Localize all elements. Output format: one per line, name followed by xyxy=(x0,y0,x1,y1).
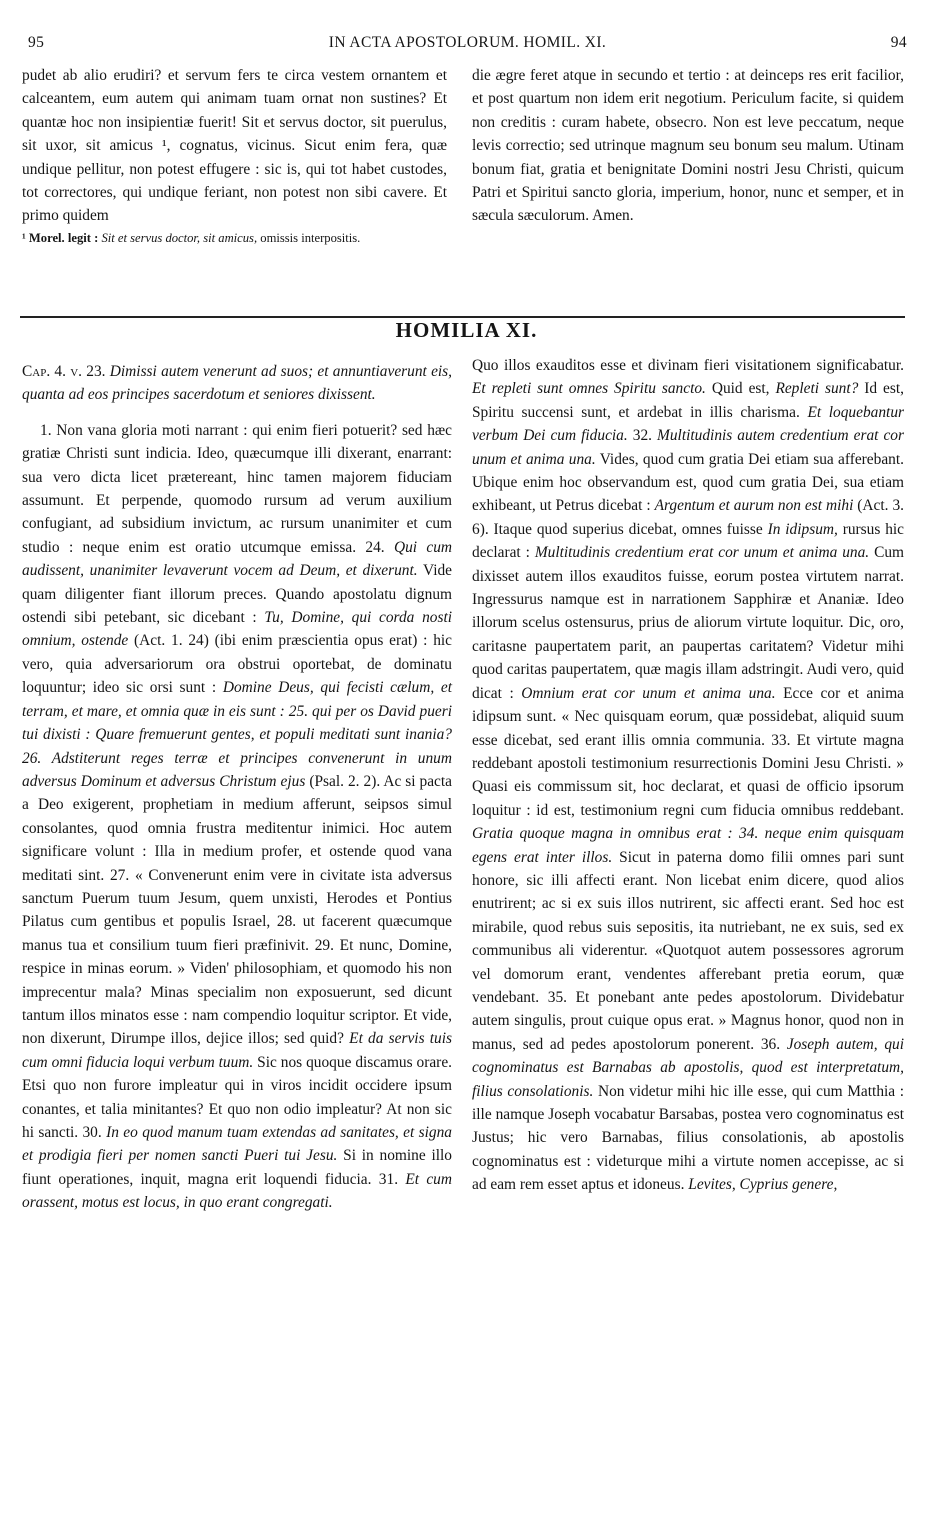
chapter-heading xyxy=(22,360,452,407)
text-run: Vides, quod cum gratia Dei etiam sua afferebant. Ubique enim hoc observandum est, quod cum gratia Dei, sua etiam exhibeant, ut Petrus dicebat : xyxy=(472,450,904,515)
text-run: Sicut in paterna domo filii omnes pari sunt honore, sic illi affecti erant. Non licebat enim dicere, quod alios enutrirent; ac si ex suis illos nutrirent, sic affecti erant. Sed hoc est mirabile, quod rebus suis sepositis, ita nutriebant, ne ex suis, sed ex communibus ali viderentur. «Quotquot autem possessores agrorum vel domorum erant, vendentes afferebant pretia eorum, quæ vendebant. 35. Et ponebant ante pedes apostolorum. Dividebatur autem singulis, prout cuique opus erat. » Magnus honor, quod non in manus, sed ad pedes apostolorum ponerent. 36. xyxy=(472,848,904,1053)
italic-run: Et loquebantur verbum Dei cum fiducia. xyxy=(472,403,905,445)
text-run: Quo illos exauditos esse et divinam fieri visitationem significabatur. xyxy=(472,357,904,374)
text-run: Si in nomine illo fiunt operationes, inquit, magna erit loquendi fiducia. 31. xyxy=(22,1147,452,1188)
top-right-column xyxy=(472,64,904,228)
text-run: Ecce cor et anima idipsum sunt. « Nec quisquam eorum, quæ possidebat, aliquid suum esse dicebat, sed erant illis omnia communia. 33. Et virtute magna reddebant apostoli testimonium resurrectionis Domini Jesu Christi. » Quasi eis commissum sit, hoc declarat, et quasi de officio ipsorum loquitur : id est, testimonium regni cum fiducia omnibus reddebant. xyxy=(472,684,905,819)
text-run: rursus hic declarat : xyxy=(472,520,904,562)
text-run: (Psal. 2. 2). Ac si pacta a Deo exigerent, prophetiam in medium afferunt, seipsos simul consolantes, quod omnia frustra meditentur inimici. Hoc autem significare volunt : Illa in medium profer, et ostende quod vana meditati sint. 27. « Convenerunt enim vere in civitate ista adversus sanctum Puerum tuum Jesum, quem unxisti, Herodes et Pontius Pilatus cum gentibus et populis Israel, 28. ut facerent quæcumque manus tua et consilium tuum fieri præfinivit. 29. Et nunc, Domine, respice in minas eorum. » Viden' philosophiam, et quomodo his non imprecentur mala? Minas specialim non exposuerunt, sed dicunt tantum illos minatos esse : nam compendio loquitur scriptor. Et vide, non dixerunt, Dirumpe illos, dejice illos; sed quid? xyxy=(22,772,452,1048)
text-run: Non videtur mihi hic ille esse, qui cum Matthia : ille namque Joseph vocabatur Barsabas, postea vero cognominatus est Justus; hic vero Barnabas, filius consolationis, ab apostolis cognominatus est : videturque mihi a virtute nomen accepisse, ac si ad eam rem esset aptus et idoneus. xyxy=(472,1082,904,1194)
page-number-left: 95 xyxy=(28,34,45,51)
italic-run: Et repleti sunt omnes Spiritu sancto. xyxy=(472,380,706,398)
text-run: (Act. 1. 24) (ibi enim præscientia opus erat) : hic vero, quia adversariorum ora obstrui oportebat, de dominatu loquuntur; ideo sic orsi sunt : xyxy=(22,632,452,697)
body-left-paragraph xyxy=(22,419,452,1215)
text-run: Sic nos quoque discamus orare. Etsi quo non furore impleatur qui in viros incidit occidere ipsum conantes, et talia minitantes? Et quo non odio impleatur? At non sic hi sancti. 30. xyxy=(22,1053,452,1141)
italic-run: Multitudinis credentium erat cor unum et anima una. xyxy=(534,544,870,562)
footnote-rest: omissis interpositis. xyxy=(260,230,361,245)
italic-run: Et cum orassent, motus est locus, in quo erant congregati. xyxy=(22,1170,452,1212)
text-run: Vide quam diligenter fiant illorum preces. Quando apostolatu dignum ostendi sibi petebant, sic dicebant : xyxy=(22,562,452,627)
homily-title: HOMILIA XI. xyxy=(395,318,538,342)
page-number-right: 94 xyxy=(890,34,907,51)
text-run: Quid est, xyxy=(705,380,776,398)
italic-run: Multitudinis autem credentium erat cor unum et anima una. xyxy=(472,427,904,468)
italic-run: Repleti sunt? xyxy=(775,380,859,398)
text-run: 1. Non vana gloria moti narrant : qui enim fieri potuerit? sed hæc gratiæ Christi sunt indicia. Ideo, quæcumque illi dixerant, enarrant: sua vero dicta licet prætereant, hinc tamen majorem fiduciam assumunt. Et perpende, quomodo rursum ad verum auxilium confugiant, ad subsidium invictum, ac rursum unanimiter et cum studio : neque enim est oratio utcumque emissa. 24. xyxy=(22,421,452,556)
chapter-verse-text: Dimissi autem venerunt ad suos; et annuntiaverunt eis, quanta ad eos principes sacerdotum et seniores dixissent. xyxy=(22,363,453,404)
top-left-column xyxy=(22,64,447,246)
footnote xyxy=(22,231,447,246)
top-right-text: die ægre feret atque in secundo et tertio : at deinceps res erit facilior, et post quartum non idem erit negotium. Periculum facite, si quidem non creditis : curam habete, obsecro. Non est leve peccatum, neque levis correctio; sed utrinque magnum seu bonum seu malum. Utinam bonum fiat, gratia et benignitate Domini nostri Jesu Christi, quicum Patri et Spiritui sancto gloria, imperium, honor, nunc et semper, et in sæcula sæculorum. Amen. xyxy=(472,67,904,225)
italic-run: Qui cum audissent, unanimiter levaverunt vocem ad Deum, et dixerunt. xyxy=(22,538,452,580)
body-right-paragraph xyxy=(472,354,904,1197)
footnote-mark: ¹ Morel. legit : xyxy=(22,230,99,245)
italic-run: Tu, Domine, qui corda nosti omnium, ostende xyxy=(22,609,453,650)
text-run: (Act. 3. 6). Itaque quod superius dicebat, omnes fuisse xyxy=(472,497,904,538)
text-run: 32. xyxy=(627,427,658,445)
italic-run: Gratia quoque magna in omnibus erat : 34. neque enim quisquam egens erat inter illos. xyxy=(472,825,904,866)
italic-run: In idipsum, xyxy=(767,520,838,538)
chapter-label: Cap. 4. v. 23. xyxy=(22,363,106,380)
italic-run: Argentum et aurum non est mihi xyxy=(654,497,854,515)
running-title: IN ACTA APOSTOLORUM. HOMIL. XI. xyxy=(328,34,607,51)
italic-run: Joseph autem, qui cognominatus est Barnabas ab apostolis, quod est interpretatum, filius consolationis. xyxy=(472,1035,904,1100)
text-run: Cum dixisset autem illos exauditos fuisse, eorum postea virtutem narrat. Ingressurus namque est in narrationem Sapphiræ et Ananiæ. Ideo illorum scelus ostensurus, prius de aliorum virtute loquitur. Dic, oro, caritasne paupertatem parit, an paupertas caritatem? Videtur mihi quod caritas paupertatem, quæ magis illam adstringit. Audi vero, quid dicat : xyxy=(472,544,905,702)
body-right-column xyxy=(472,354,904,1197)
italic-run: In eo quod manum tuam extendas ad sanitates, et signa et prodigia fieri per nomen sancti Pueri tui Jesu. xyxy=(22,1124,452,1165)
footnote-italic: Sit et servus doctor, sit amicus, xyxy=(101,230,258,245)
text-run: Id est, Spiritu succensi sunt, et ardebat in illis charisma. xyxy=(472,380,904,421)
italic-run: Levites, Cyprius genere, xyxy=(688,1176,838,1194)
italic-run: Omnium erat cor unum et anima una. xyxy=(521,684,776,702)
top-left-text: pudet ab alio erudiri? et servum fers te circa vestem ornantem et calceantem, eum autem qui animam tuam ornat non sustines? Et quantæ hoc non insipientiæ fuerit! Sit et servus doctor, sit puerulus, sit uxor, sit amicus ¹, cognatus, vicinus. Sicut enim fera, quæ undique pellitur, non potest effugere : sic is, qui tot habet custodes, tot correctores, qui undique feriant, non potest non sibi cavere. Et primo quidem xyxy=(22,67,447,225)
italic-run: Domine Deus, qui fecisti cælum, et terram, et mare, et omnia quæ in eis sunt : 25. qui per os David pueri tui dixisti : Quare fremuerunt gentes, et populi meditati sunt inania? 26. Adstiterunt reges terræ et principes convenerunt in unum adversus Dominum et adversus Christum ejus xyxy=(22,679,452,790)
running-head xyxy=(28,34,907,58)
italic-run: Et da servis tuis cum omni fiducia loqui verbum tuum. xyxy=(22,1030,452,1071)
body-left-column xyxy=(22,360,452,1215)
